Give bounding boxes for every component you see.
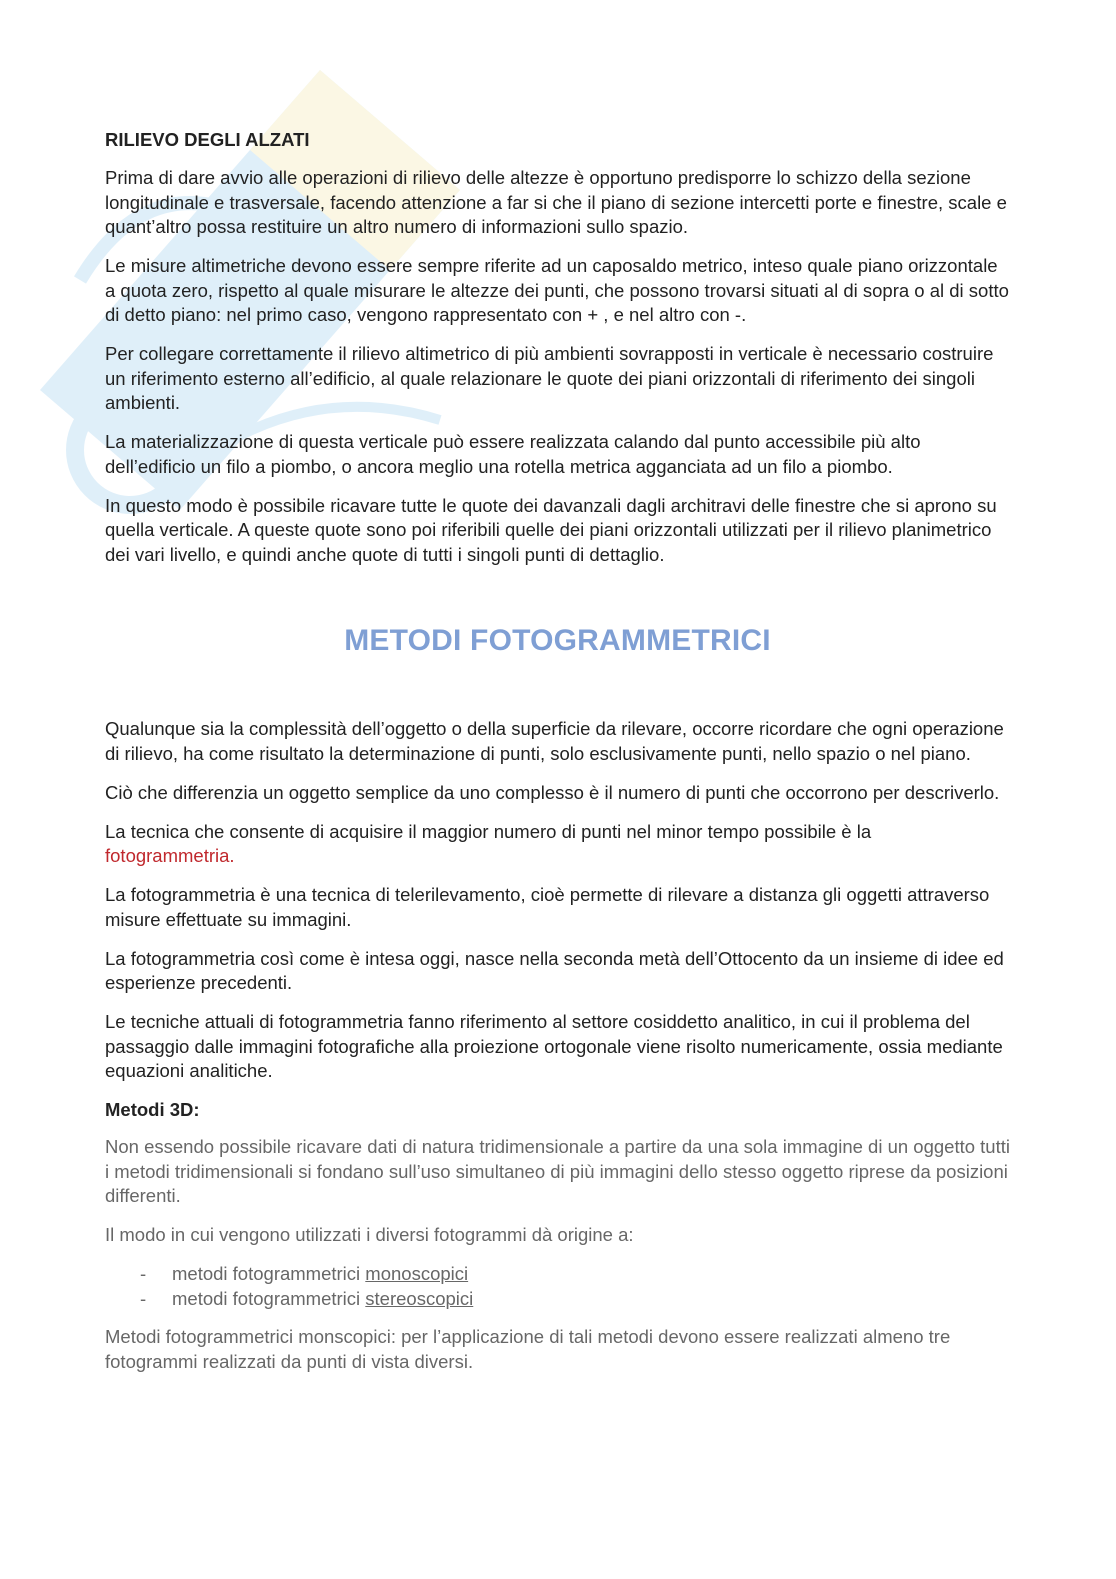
list-dash: - xyxy=(140,1263,147,1284)
list-item xyxy=(105,1262,1010,1287)
paragraph: La materializzazione di questa verticale può essere realizzata calando dal punto accessibile più alto dell’edificio un filo a piombo, o ancora meglio una rotella metrica agganciata ad un filo a piombo. xyxy=(105,431,921,477)
tecnica-text: La tecnica che consente di acquisire il maggior numero di punti nel minor tempo possibile è la xyxy=(105,820,872,842)
paragraph-tecnica xyxy=(105,820,1010,869)
paragraph-final: Metodi fotogrammetrici monscopici: per l’applicazione di tali metodi devono essere realizzati almeno tre fotogrammi realizzati da punti di vista diversi. xyxy=(105,1326,951,1372)
fotogrammetria-highlight: fotogrammetria. xyxy=(105,845,235,866)
list-dash: - xyxy=(140,1287,147,1309)
paragraph: Ciò che differenzia un oggetto semplice da uno complesso è il numero di punti che occorrono per descriverlo. xyxy=(105,781,1000,803)
heading-metodi-3d: Metodi 3D: xyxy=(105,1099,200,1120)
paragraph: Non essendo possibile ricavare dati di natura tridimensionale a partire da una sola immagine di un oggetto tutti i metodi tridimensionali si fondano sull’uso simultaneo di più immagini dello stesso oggetto riprese da posizioni differenti. xyxy=(105,1136,1010,1206)
paragraph: Per collegare correttamente il rilievo altimetrico di più ambienti sovrapposti in verticale è necessario costruire un riferimento esterno all’edificio, al quale relazionare le quote dei piani orizzontali di riferimento dei singoli ambienti. xyxy=(105,343,994,413)
heading-rilievo-alzati: RILIEVO DEGLI ALZATI xyxy=(105,129,310,150)
paragraph: Qualunque sia la complessità dell’oggetto o della superficie da rilevare, occorre ricordare che ogni operazione di rilievo, ha come risultato la determinazione di punti, solo esclusivamente punti, nello spazio o nel piano. xyxy=(105,718,1004,764)
list-item-prefix: metodi fotogrammetrici xyxy=(172,1287,366,1309)
paragraph: In questo modo è possibile ricavare tutte le quote dei davanzali dagli architravi delle finestre che si aprono su quella verticale. A queste quote sono poi riferibili quelle dei piani orizzontali utilizzati per il rilievo planimetrico dei vari livello, e quindi anche quote di tutti i singoli punti di dettaglio. xyxy=(105,494,997,565)
paragraph: Il modo in cui vengono utilizzati i diversi fotogrammi dà origine a: xyxy=(105,1224,634,1245)
paragraph: Le tecniche attuali di fotogrammetria fanno riferimento al settore cosiddetto analitico, in cui il problema del passaggio dalle immagini fotografiche alla proiezione ortogonale viene risolto numericamente, ossia mediante equazioni analitiche. xyxy=(105,1011,1003,1081)
list-item xyxy=(105,1287,1010,1312)
link-stereoscopici[interactable]: stereoscopici xyxy=(365,1287,474,1309)
paragraph: Prima di dare avvio alle operazioni di rilievo delle altezze è opportuno predisporre lo schizzo della sezione longitudinale e trasversale, facendo attenzione a far si che il piano di sezione intercetti porte e finestre, scale e quant’altro possa restituire un altro numero di informazioni sullo spazio. xyxy=(105,167,1007,237)
paragraph: Le misure altimetriche devono essere sempre riferite ad un caposaldo metrico, inteso quale piano orizzontale a quota zero, rispetto al quale misurare le altezze dei punti, che possono trovarsi situati al di sopra o al di sotto di detto piano: nel primo caso, vengono rappresentato con + , e nel altro con -. xyxy=(105,255,1009,325)
link-monoscopici[interactable]: monoscopici xyxy=(365,1263,469,1284)
list-item-prefix: metodi fotogrammetrici xyxy=(172,1263,366,1284)
methods-list xyxy=(105,1262,1010,1311)
paragraph: La fotogrammetria è una tecnica di telerilevamento, cioè permette di rilevare a distanza gli oggetti attraverso misure effettuate su immagini. xyxy=(105,884,990,930)
document-page xyxy=(105,128,1010,1389)
section-title: METODI FOTOGRAMMETRICI xyxy=(344,624,771,657)
paragraph: La fotogrammetria così come è intesa oggi, nasce nella seconda metà dell’Ottocento da un insieme di idee ed esperienze precedenti. xyxy=(105,947,1004,993)
